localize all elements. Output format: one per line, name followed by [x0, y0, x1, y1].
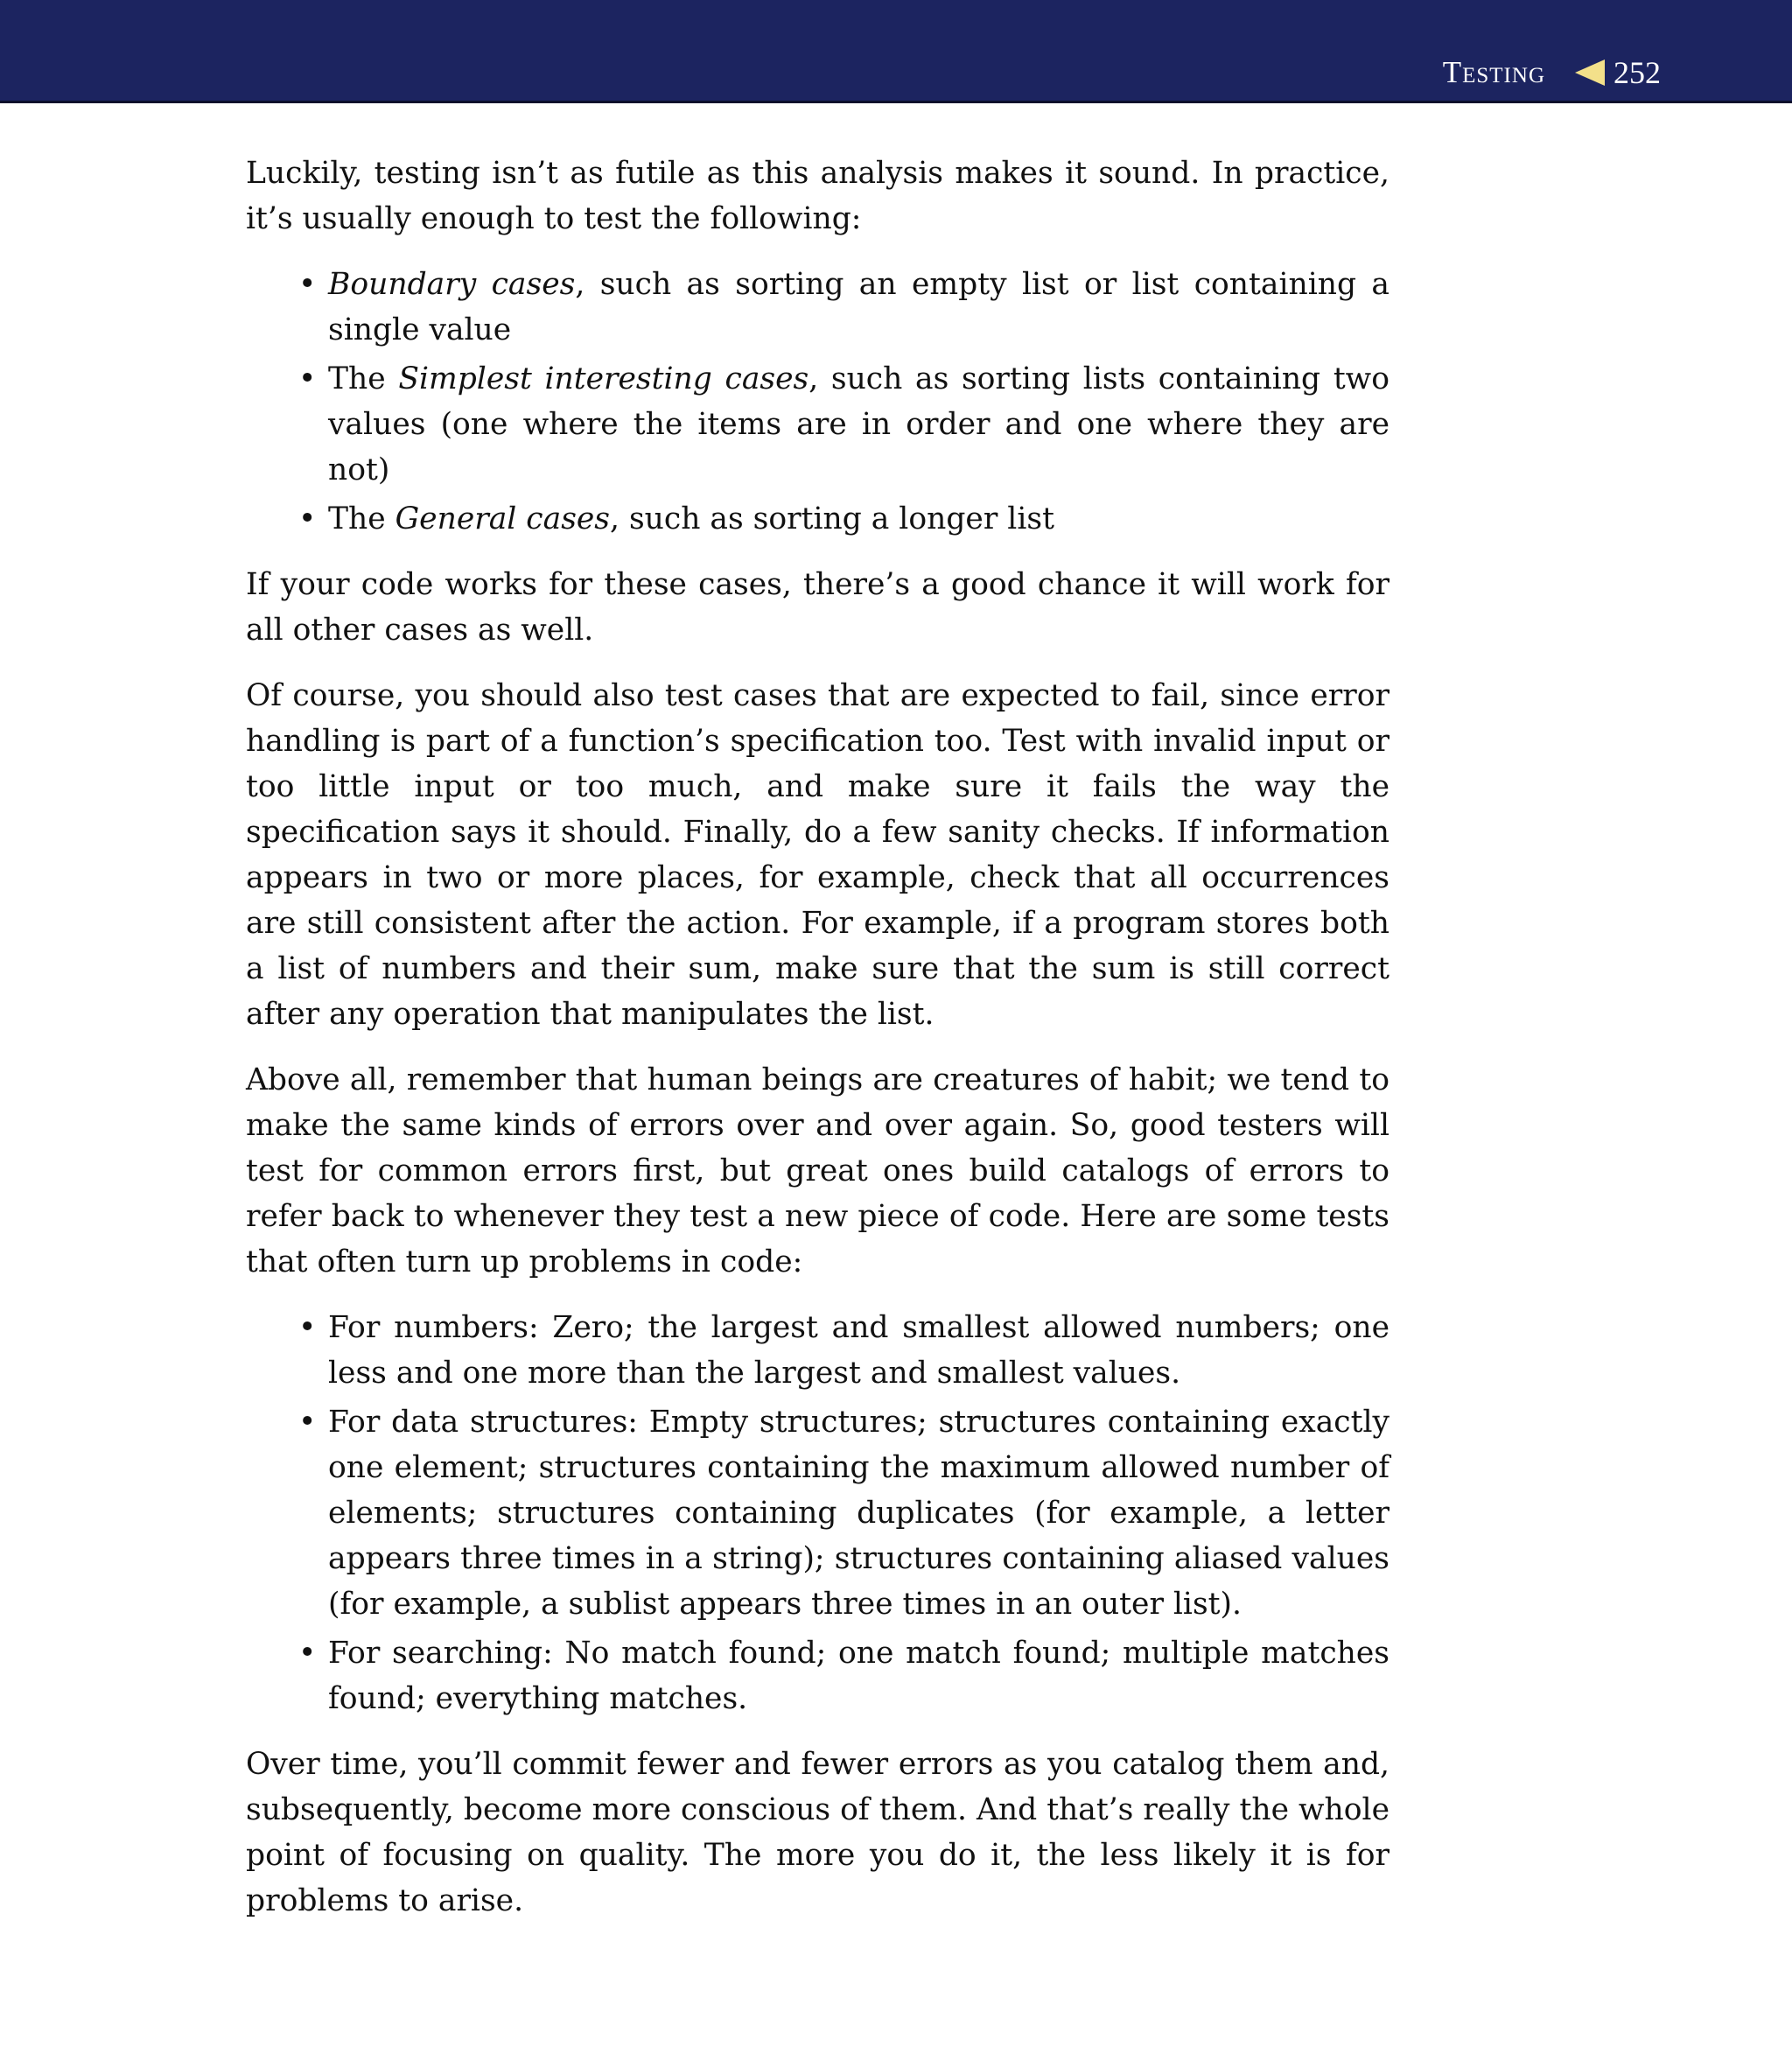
- bullet-icon: •: [298, 361, 317, 396]
- back-arrow-icon[interactable]: [1575, 60, 1605, 86]
- list-item-prefix: The: [328, 501, 396, 536]
- list-item-text: For searching: No match found; one match found; multiple matches found; everything matches.: [328, 1636, 1390, 1716]
- list-item-prefix: The: [328, 361, 399, 396]
- common-errors-list: [246, 1305, 1390, 1721]
- page-number: 252: [1614, 55, 1661, 90]
- list-item: [246, 262, 1390, 353]
- list-item-text: , such as sorting a longer list: [610, 501, 1054, 536]
- list-item-emphasis: Simplest interesting cases: [398, 361, 809, 396]
- list-item-text: For data structures: Empty structures; structures containing exactly one element; structures containing the maximum allowed number of elements; structures containing duplicates (for example, a letter appears three times in a string); structures containing aliased values (for example, a sublist appears three times in an outer list).: [328, 1405, 1390, 1622]
- list-item-text: , such as sorting lists containing two values (one where the items are in order and one where they are not): [328, 361, 1390, 487]
- test-cases-list: [246, 262, 1390, 542]
- paragraph-cases-work: If your code works for these cases, there’s a good chance it will work for all other cases as well.: [246, 567, 1390, 648]
- bullet-icon: •: [298, 1405, 317, 1440]
- page-header: [0, 0, 1792, 103]
- list-item-emphasis: General cases: [395, 501, 611, 536]
- bullet-icon: •: [298, 501, 317, 536]
- paragraph-habits: Above all, remember that human beings are creatures of habit; we tend to make the same kinds of errors over and over again. So, good testers will test for common errors first, but great ones build catalogs of errors to refer back to whenever they test a new piece of code. Here are some tests that often turn up problems in code:: [246, 1062, 1390, 1279]
- bullet-icon: •: [298, 1636, 317, 1671]
- header-nav: [1443, 54, 1661, 91]
- section-title: Testing: [1442, 55, 1545, 89]
- page-body: [246, 151, 1390, 1944]
- list-item-emphasis: Boundary cases: [328, 267, 576, 302]
- list-item: [246, 1305, 1390, 1396]
- bullet-icon: •: [298, 267, 317, 302]
- bullet-icon: •: [298, 1310, 317, 1345]
- paragraph-intro: Luckily, testing isn’t as futile as this analysis makes it sound. In practice, it’s usually enough to test the following:: [246, 156, 1390, 236]
- list-item: [246, 1399, 1390, 1627]
- list-item: [246, 496, 1390, 542]
- list-item-text: For numbers: Zero; the largest and smallest allowed numbers; one less and one more than the largest and smallest values.: [328, 1310, 1390, 1391]
- paragraph-expected-fail: Of course, you should also test cases that are expected to fail, since error handling is part of a function’s specification too. Test with invalid input or too little input or too much, and make sure it fails the way the specification says it should. Finally, do a few sanity checks. If information appears in two or more places, for example, check that all occurrences are still consistent after the action. For example, if a program stores both a list of numbers and their sum, make sure that the sum is still correct after any operation that manipulates the list.: [246, 678, 1390, 1032]
- paragraph-conclusion: Over time, you’ll commit fewer and fewer errors as you catalog them and, subsequently, become more conscious of them. And that’s really the whole point of focusing on quality. The more you do it, the less likely it is for problems to arise.: [246, 1747, 1390, 1918]
- list-item: [246, 1630, 1390, 1721]
- list-item-text: , such as sorting an empty list or list containing a single value: [328, 267, 1390, 347]
- list-item: [246, 356, 1390, 493]
